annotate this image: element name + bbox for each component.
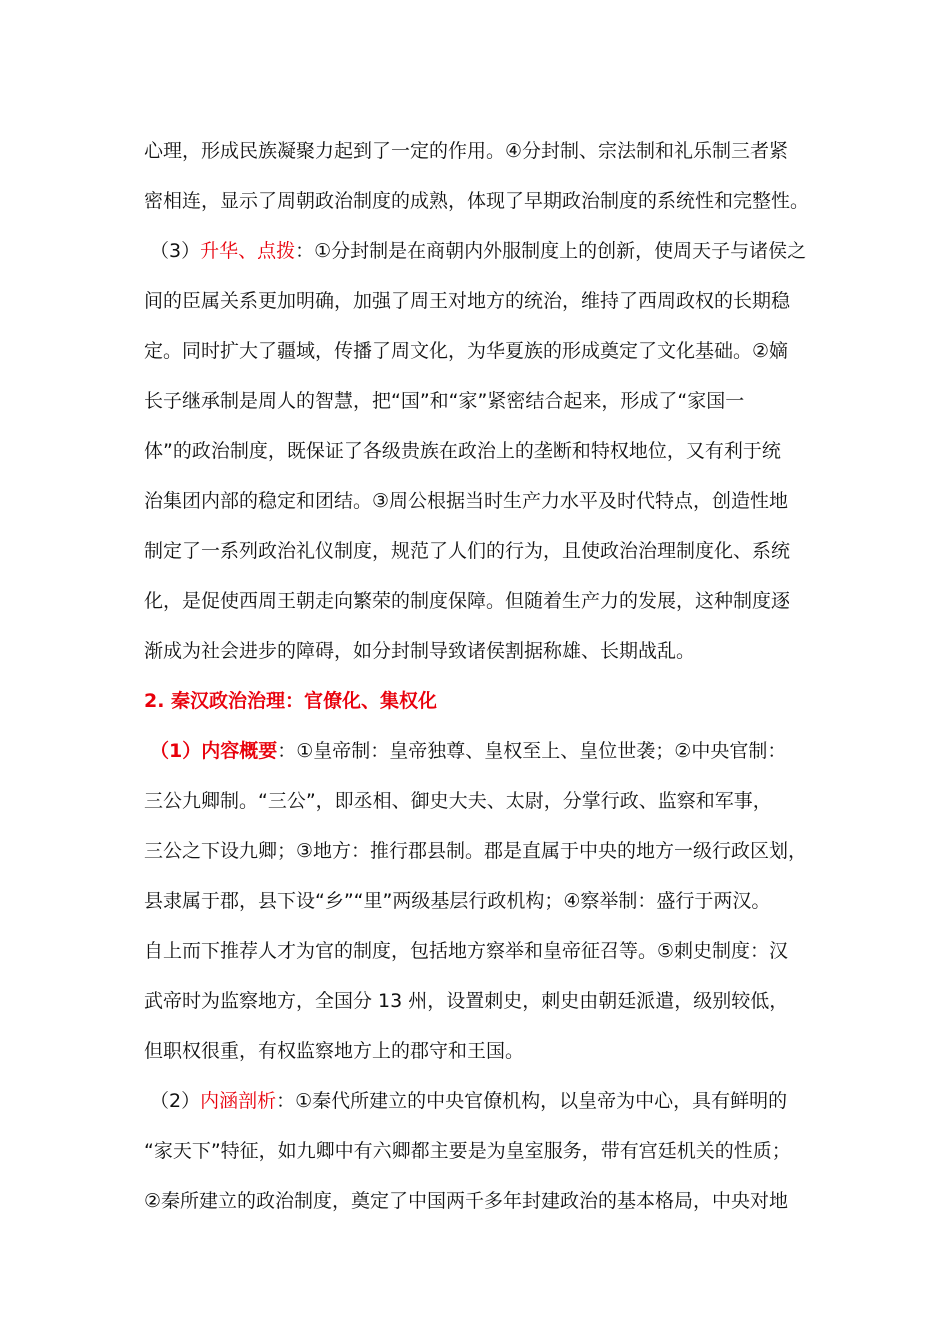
item-label: 内涵剖析	[200, 1090, 277, 1112]
text-line: 武帝时为监察地方，全国分 13 州，设置刺史，刺史由朝廷派遣，级别较低，	[144, 990, 789, 1012]
text-line: 密相连，显示了周朝政治制度的成熟，体现了早期政治制度的系统性和完整性。	[144, 190, 810, 212]
text-line: 渐成为社会进步的障碍，如分封制导致诸侯割据称雄、长期战乱。	[144, 640, 696, 662]
text-run: ①皇帝制：皇帝独尊、皇权至上、皇位世袭；②中央官制：	[296, 740, 787, 762]
text-line: 制定了一系列政治礼仪制度，规范了人们的行为，且使政治治理制度化、系统	[144, 540, 791, 562]
section-heading: 2. 秦汉政治治理：官僚化、集权化	[144, 690, 438, 712]
text-line: 但职权很重，有权监察地方上的郡守和王国。	[144, 1040, 525, 1062]
item-number: （3）	[150, 240, 201, 262]
item-colon: ：	[276, 1090, 296, 1112]
text-line: 定。同时扩大了疆域，传播了周文化，为华夏族的形成奠定了文化基础。②嫡	[144, 340, 789, 362]
text-line: 体”的政治制度，既保证了各级贵族在政治上的垄断和特权地位，又有利于统	[144, 440, 781, 462]
text-line: 三公之下设九卿；③地方：推行郡县制。郡是直属于中央的地方一级行政区划，	[144, 840, 808, 862]
text-line: ②秦所建立的政治制度，奠定了中国两千多年封建政治的基本格局，中央对地	[144, 1190, 789, 1212]
text-line: 长子继承制是周人的智慧，把“国”和“家”紧密结合起来，形成了“家国一	[144, 390, 745, 412]
paragraph-sublevel-3	[150, 238, 825, 264]
text-line: “家天下”特征，如九卿中有六卿都主要是为皇室服务，带有宫廷机关的性质；	[144, 1140, 791, 1162]
item-colon: ：	[277, 740, 297, 762]
text-line: 间的臣属关系更加明确，加强了周王对地方的统治，维持了西周政权的长期稳	[144, 290, 791, 312]
item-label: 升华、点拨	[200, 240, 296, 262]
text-run: ①分封制是在商朝内外服制度上的创新，使周天子与诸侯之	[314, 240, 807, 262]
text-line: 治集团内部的稳定和团结。③周公根据当时生产力水平及时代特点，创造性地	[144, 490, 789, 512]
item-number: （2）	[150, 1090, 201, 1112]
text-line: 化，是促使西周王朝走向繁荣的制度保障。但随着生产力的发展，这种制度逐	[144, 590, 791, 612]
item-colon: ：	[295, 240, 315, 262]
text-run: ①秦代所建立的中央官僚机构，以皇帝为中心，具有鲜明的	[295, 1090, 788, 1112]
paragraph-sublevel-2	[150, 1088, 825, 1114]
paragraph-sublevel-1	[150, 738, 825, 764]
text-line: 自上而下推荐人才为官的制度，包括地方察举和皇帝征召等。⑤刺史制度：汉	[144, 940, 789, 962]
item-label: （1）内容概要	[150, 740, 278, 762]
text-line: 县隶属于郡，县下设“乡”“里”两级基层行政机构；④察举制：盛行于两汉。	[144, 890, 771, 912]
text-line: 三公九卿制。“三公”，即丞相、御史大夫、太尉，分掌行政、监察和军事，	[144, 790, 772, 812]
text-line: 心理，形成民族凝聚力起到了一定的作用。④分封制、宗法制和礼乐制三者紧	[144, 140, 789, 162]
